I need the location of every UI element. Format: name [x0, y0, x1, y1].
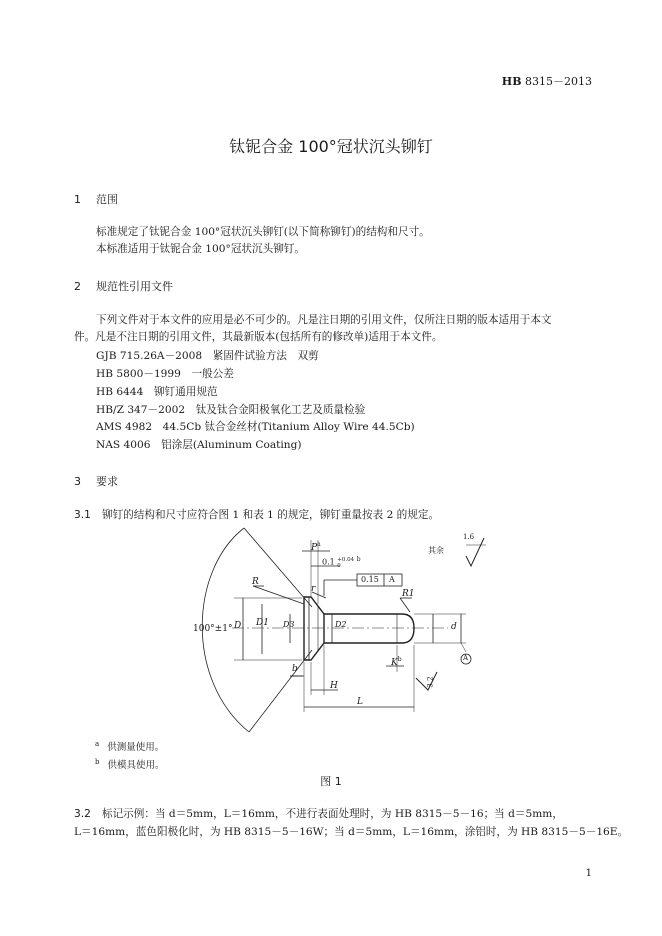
document-title: 钛铌合金 100°冠状沉头铆钉: [229, 137, 433, 156]
paragraph: 标准规定了钛铌合金 100°冠状沉头铆钉(以下简称铆钉)的结构和尺寸。: [96, 226, 430, 238]
dim-D2-label: D2: [335, 620, 347, 629]
reference-item: GJB 715.26A－2008 紧固件试验方法 双剪: [96, 350, 319, 362]
clause-number: 3.2: [74, 808, 91, 820]
reference-item: NAS 4006 铝涂层(Aluminum Coating): [96, 439, 302, 451]
paragraph: 下列文件对于本文件的应用是必不可少的。凡是注日期的引用文件，仅所注日期的版本适用于本文: [96, 314, 552, 326]
section-title: 要求: [96, 475, 118, 488]
paragraph: 本标准适用于钛铌合金 100°冠状沉头铆钉。: [96, 243, 305, 255]
reference-item: AMS 4982 44.5Cb 钛合金丝材(Titanium Alloy Wire 44.5Cb): [96, 421, 415, 433]
clause-3-2-line-2: L＝16mm，蓝色阳极化时，为 HB 8315－5－16W；当 d＝5mm，L＝16mm，涂铝时，为 HB 8315－5－16E。: [74, 826, 629, 838]
dim-P-label: $P^a$: [311, 541, 321, 553]
tolerance-lower: 0: [337, 562, 341, 569]
clause-text: 标记示例：当 d＝5mm，L＝16mm，不进行表面处理时，为 HB 8315－5－16；当 d＝5mm，: [102, 808, 563, 820]
reference-item: HB/Z 347－2002 钛及钛合金阳极氧化工艺及质量检验: [96, 404, 366, 416]
dim-r-label: r: [311, 584, 316, 594]
tolerance-frame-datum: A: [389, 575, 395, 584]
figure-caption: 图 1: [320, 775, 342, 788]
clause-text: 铆钉的结构和尺寸应符合图 1 和表 1 的规定，铆钉重量按表 2 的规定。: [102, 509, 440, 521]
datum-circle-label: A: [463, 654, 469, 662]
rivet-head: [304, 597, 324, 660]
tolerance-dim: [322, 556, 361, 569]
tolerance-frame-value: 0.15: [361, 575, 379, 584]
leader-R1: [400, 598, 410, 612]
clause-3-2-line-1: [74, 806, 563, 823]
tolerance-dim-value: 0.1: [322, 557, 335, 567]
reference-item: HB 5800－1999 一般公差: [96, 368, 234, 380]
dim-D1-label: D1: [256, 618, 269, 628]
roughness-thread-value: 3.2: [426, 676, 435, 688]
standard-code-number: 8315－2013: [525, 75, 592, 88]
section-title: 范围: [96, 193, 118, 206]
dim-D3-label: D3: [283, 620, 295, 629]
footnote-b: [95, 757, 165, 771]
roughness-main-value: 1.6: [463, 533, 475, 541]
dim-R-label: R: [252, 577, 259, 587]
reference-item: HB 6444 铆钉通用规范: [96, 386, 218, 398]
dim-d-label: d: [451, 622, 457, 632]
dim-D-label: D: [234, 621, 242, 631]
footnote-a: [95, 739, 164, 753]
standard-code-prefix: HB: [501, 75, 522, 88]
footnote-mark: b: [356, 556, 361, 563]
paragraph: 件。凡是不注日期的引用文件，其最新版本(包括所有的修改单)适用于本文件。: [74, 331, 443, 343]
tolerance-upper: +0.04: [337, 556, 355, 563]
dim-K-label: $K^b$: [391, 656, 402, 668]
footnote-text: 供模具使用。: [107, 760, 165, 771]
section-number: 3: [74, 475, 81, 488]
dim-L-label: L: [357, 697, 363, 707]
footnote-mark: a: [95, 739, 100, 748]
dim-H-label: H: [330, 681, 338, 691]
page-number: 1: [585, 868, 592, 879]
section-title: 规范性引用文件: [96, 280, 173, 293]
angle-label: 100°±1°: [193, 624, 233, 634]
section-number: 2: [74, 280, 81, 293]
roughness-main-symbol: [466, 538, 484, 566]
dim-b-label: b: [292, 664, 298, 674]
footnote-text: 供测量使用。: [107, 742, 165, 753]
clause-number: 3.1: [74, 509, 91, 521]
dim-R1-label: R1: [402, 589, 415, 599]
roughness-other-label: 其余: [428, 546, 444, 555]
section-number: 1: [74, 193, 81, 206]
footnote-mark: b: [95, 757, 100, 766]
angle-leader-bottom: [249, 650, 312, 732]
